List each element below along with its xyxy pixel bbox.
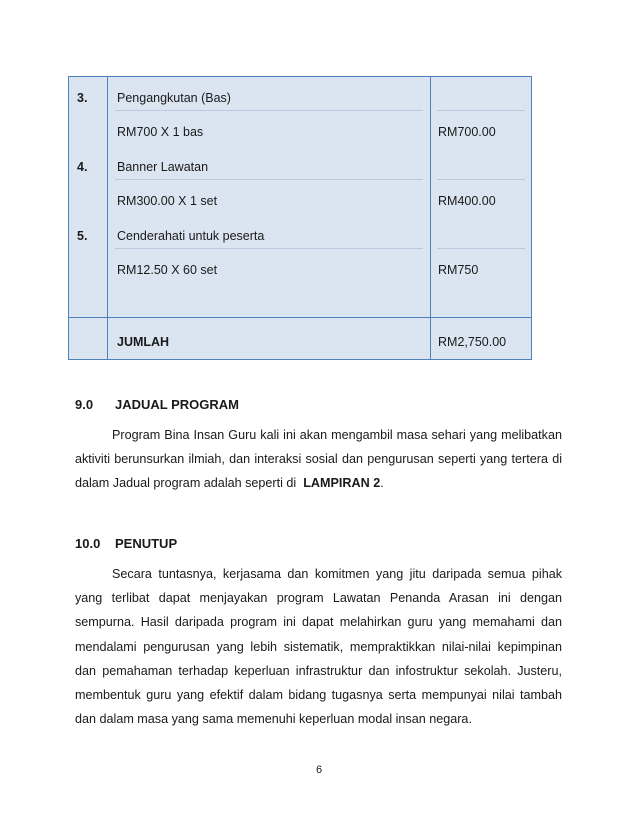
section-heading bbox=[75, 536, 177, 552]
cell-separator bbox=[437, 248, 525, 249]
item-description: RM700 X 1 bas bbox=[117, 125, 204, 139]
cell-separator bbox=[115, 248, 423, 249]
section-heading bbox=[75, 397, 239, 413]
budget-table bbox=[68, 76, 532, 360]
cell-separator bbox=[437, 110, 525, 111]
item-amount: RM750 bbox=[438, 263, 479, 277]
section-title: PENUTUP bbox=[115, 536, 178, 551]
paragraph-text: Secara tuntasnya, kerjasama dan komitmen yang jitu daripada semua pihak yang terlibat dapat menjayakan program Lawatan Penanda Arasan ini dengan sempurna. Hasil daripada program ini dapat melahirkan guru yang memahami dan mendalami pengurusan yang lebih sistematik, mempraktikkan nilai-nilai kepimpinan dan pemahaman terhadap keperluan infrastruktur dan infostruktur sekolah. Justeru, membentuk guru yang efektif dalam bidang tugasnya serta mempunyai nilai tambah dan dalam masa yang sama memenuhi keperluan modal insan negara. bbox=[75, 567, 562, 727]
total-row-divider bbox=[69, 317, 531, 318]
total-amount: RM2,750.00 bbox=[438, 335, 507, 349]
item-description: RM300.00 X 1 set bbox=[117, 194, 218, 208]
appendix-reference: LAMPIRAN 2 bbox=[303, 476, 381, 491]
item-description: Pengangkutan (Bas) bbox=[117, 91, 231, 105]
item-amount: RM400.00 bbox=[438, 194, 496, 208]
section-paragraph bbox=[75, 562, 562, 731]
section-number: 9.0 bbox=[75, 397, 94, 412]
section-title: JADUAL PROGRAM bbox=[115, 397, 239, 412]
page-number: 6 bbox=[315, 764, 323, 776]
item-number: 4. bbox=[77, 160, 88, 174]
item-number: 5. bbox=[77, 229, 88, 243]
item-description: Banner Lawatan bbox=[117, 160, 209, 174]
item-description: Cenderahati untuk peserta bbox=[117, 229, 265, 243]
cell-separator bbox=[115, 179, 423, 180]
cell-separator bbox=[437, 179, 525, 180]
item-number: 3. bbox=[77, 91, 88, 105]
item-description: RM12.50 X 60 set bbox=[117, 263, 218, 277]
section-number: 10.0 bbox=[75, 536, 101, 551]
section-paragraph bbox=[75, 423, 562, 496]
item-amount: RM700.00 bbox=[438, 125, 496, 139]
total-label: JUMLAH bbox=[117, 335, 170, 349]
paragraph-end: . bbox=[380, 476, 384, 491]
paragraph-text: Program Bina Insan Guru kali ini akan mengambil masa sehari yang melibatkan aktiviti berunsurkan ilmiah, dan interaksi sosial dan pengurusan seperti yang tertera di dalam Jadual program adalah seperti di bbox=[75, 428, 562, 491]
cell-separator bbox=[115, 110, 423, 111]
